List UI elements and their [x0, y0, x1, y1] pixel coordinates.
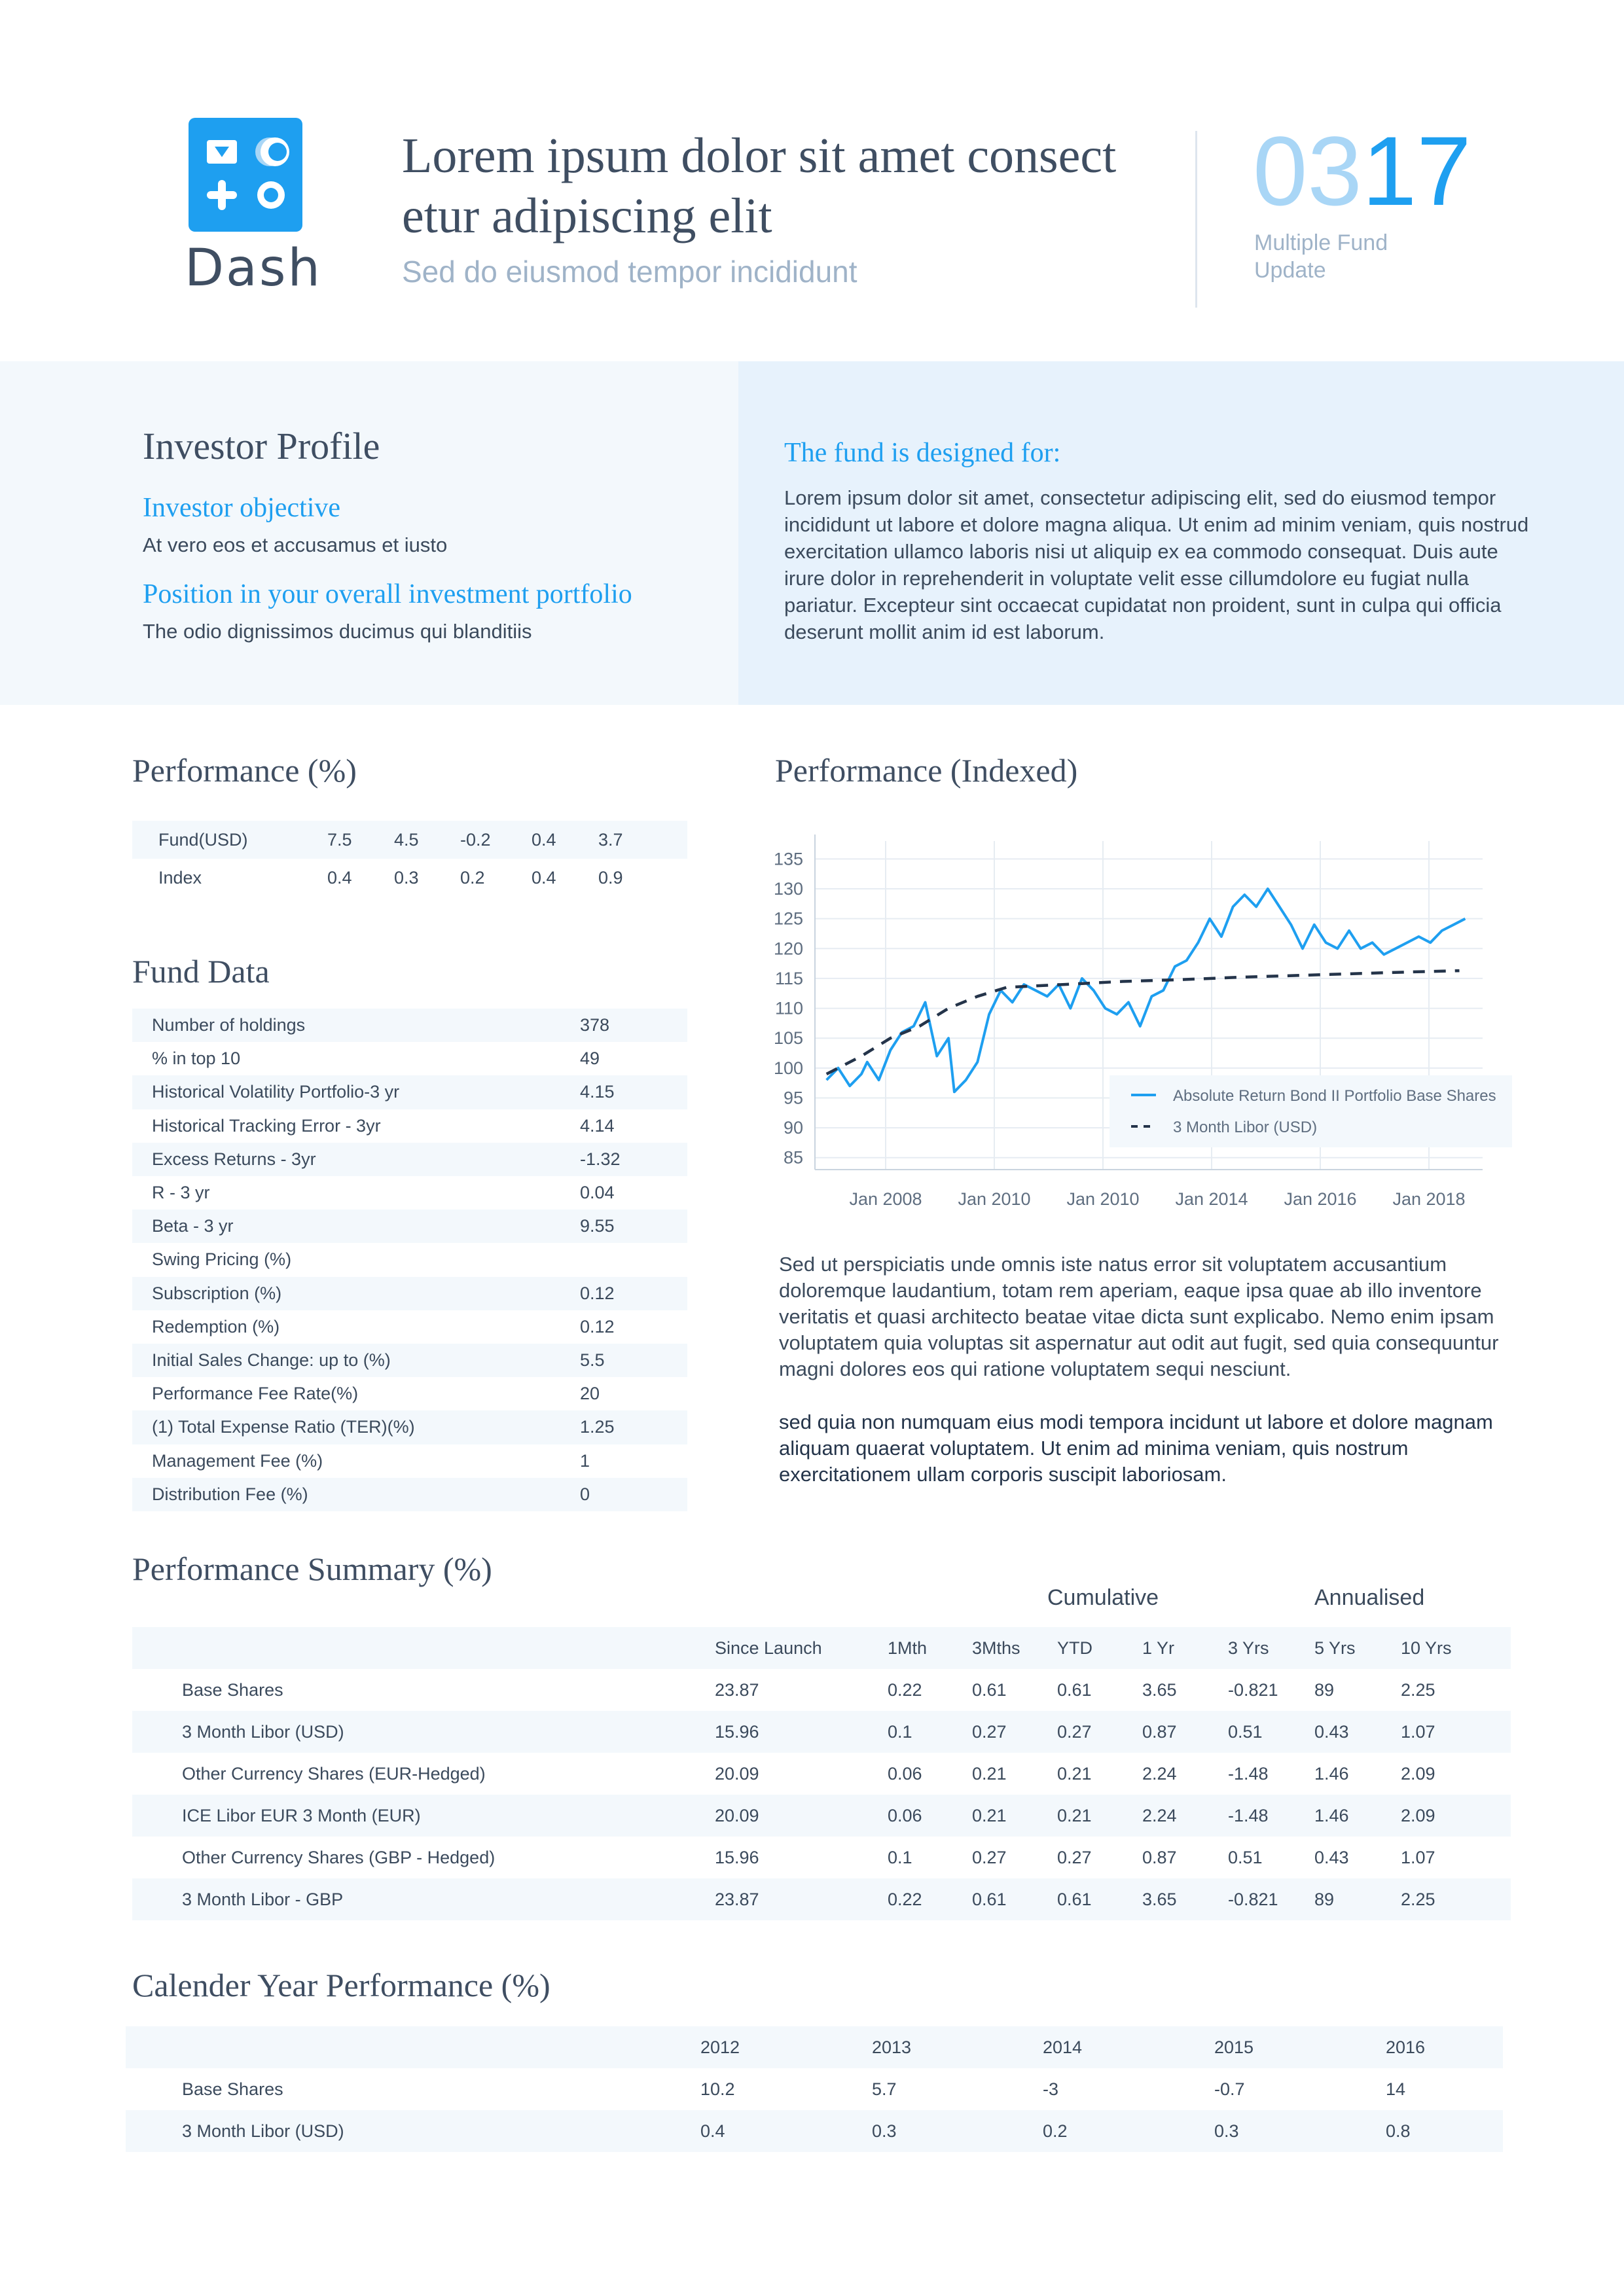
- fund-data-value: 4.14: [580, 1115, 615, 1136]
- fund-data-value: 49: [580, 1049, 600, 1069]
- summary-cell: 0.61: [972, 1890, 1007, 1909]
- calendar-cell: 0.2: [1043, 2121, 1068, 2141]
- calendar-column-header: 2015: [1214, 2037, 1254, 2057]
- issue-label: Multiple Fund Update: [1254, 230, 1388, 283]
- summary-cell: 15.96: [715, 1722, 759, 1742]
- summary-column-header: Since Launch: [715, 1638, 822, 1658]
- calendar-cell: -3: [1043, 2079, 1059, 2099]
- y-tick-label: 90: [783, 1118, 803, 1138]
- fund-data-value: 0.12: [580, 1316, 615, 1336]
- summary-cell: 20.09: [715, 1764, 759, 1784]
- summary-row-label: Other Currency Shares (EUR-Hedged): [182, 1764, 486, 1784]
- perf-cell: 0.4: [532, 830, 556, 850]
- x-tick-label: Jan 2014: [1175, 1189, 1248, 1209]
- fund-data-value: 9.55: [580, 1216, 615, 1236]
- fund-data-label: % in top 10: [152, 1049, 241, 1069]
- summary-cell: -0.821: [1228, 1680, 1278, 1700]
- calendar-cell: -0.7: [1214, 2079, 1245, 2099]
- summary-cell: 0.22: [888, 1680, 922, 1700]
- summary-cell: 2.24: [1142, 1764, 1177, 1784]
- perf-cell: 7.5: [327, 830, 352, 850]
- calendar-cell: 0.8: [1386, 2121, 1411, 2141]
- summary-cell: 0.21: [1057, 1764, 1092, 1784]
- y-tick-label: 105: [773, 1028, 803, 1049]
- fund-data-value: 5.5: [580, 1350, 605, 1370]
- summary-cell: 89: [1314, 1890, 1335, 1909]
- summary-cell: 23.87: [715, 1680, 759, 1700]
- table-row: [126, 2068, 1503, 2110]
- fund-data-label: Subscription (%): [152, 1283, 282, 1303]
- summary-cell: 2.25: [1401, 1680, 1435, 1700]
- fund-data-label: Historical Volatility Portfolio-3 yr: [152, 1082, 400, 1102]
- summary-cell: 0.87: [1142, 1722, 1177, 1742]
- performance-indexed-chart: [773, 828, 1528, 1221]
- perf-row-label: Index: [158, 868, 202, 888]
- calendar-cell: 0.4: [700, 2121, 725, 2141]
- fund-data-value: 378: [580, 1015, 610, 1035]
- performance-indexed-title: Performance (Indexed): [775, 752, 1078, 789]
- summary-column-header: 5 Yrs: [1314, 1638, 1356, 1658]
- fund-data-value: -1.32: [580, 1149, 621, 1169]
- fund-data-label: Historical Tracking Error - 3yr: [152, 1115, 381, 1136]
- summary-cell: 0.27: [972, 1848, 1007, 1867]
- chart-legend-box: [1110, 1075, 1512, 1147]
- y-tick-label: 110: [774, 998, 803, 1018]
- summary-cell: 2.09: [1401, 1764, 1435, 1784]
- calendar-header-row: [126, 2026, 1503, 2068]
- summary-row-label: ICE Libor EUR 3 Month (EUR): [182, 1806, 421, 1825]
- summary-cell: 0.1: [888, 1722, 912, 1742]
- fund-data-value: 0: [580, 1484, 590, 1504]
- x-tick-label: Jan 2016: [1284, 1189, 1357, 1209]
- summary-cell: 1.07: [1401, 1722, 1435, 1742]
- cumulative-group-label: Cumulative: [1047, 1585, 1159, 1610]
- dash-logo: [189, 118, 302, 232]
- performance-indexed-text-2: sed quia non numquam eius modi tempora incidunt ut labore et dolore magnam aliquam quaerat voluptatem. Ut enim ad minima veniam, quis nostrum exercitationem ullam corporis suscipit laboriosam.: [779, 1410, 1493, 1486]
- fund-data-label: Beta - 3 yr: [152, 1216, 234, 1236]
- summary-cell: 0.06: [888, 1764, 922, 1784]
- x-tick-label: Jan 2008: [849, 1189, 922, 1209]
- fund-data-value: 1: [580, 1450, 590, 1471]
- fund-data-value: 0.12: [580, 1283, 615, 1303]
- logo-shapes-icon: [189, 118, 302, 232]
- summary-cell: 0.21: [1057, 1806, 1092, 1825]
- summary-cell: 20.09: [715, 1806, 759, 1825]
- fund-data-label: (1) Total Expense Ratio (TER)(%): [152, 1417, 415, 1437]
- summary-cell: 0.87: [1142, 1848, 1177, 1867]
- performance-indexed-text-1: Sed ut perspiciatis unde omnis iste natus error sit voluptatem accusantium doloremque laudantium, totam rem aperiam, eaque ipsa quae ab illo inventore veritatis et quasi architecto beatae vitae dicta sunt explicabo. Nemo enim ipsam voluptatem quia voluptas sit aspernatur aut odit aut fugit, sed quia consequuntur magni dolores eos qui ratione voluptatem sequi nesciunt.: [779, 1253, 1499, 1380]
- summary-cell: 0.51: [1228, 1722, 1263, 1742]
- perf-cell: 0.4: [532, 868, 556, 888]
- summary-column-header: YTD: [1057, 1638, 1092, 1658]
- summary-column-header: 3 Yrs: [1228, 1638, 1269, 1658]
- summary-cell: 2.09: [1401, 1806, 1435, 1825]
- summary-row-label: Base Shares: [182, 1680, 283, 1700]
- calendar-cell: 0.3: [872, 2121, 897, 2141]
- summary-cell: 1.46: [1314, 1764, 1349, 1784]
- calendar-column-header: 2014: [1043, 2037, 1083, 2057]
- annualised-group-label: Annualised: [1314, 1585, 1425, 1610]
- calendar-cell: 10.2: [700, 2079, 735, 2099]
- summary-cell: 15.96: [715, 1848, 759, 1867]
- summary-row-label: 3 Month Libor - GBP: [182, 1890, 344, 1909]
- portfolio-position-text: The odio dignissimos ducimus qui blanditiis: [143, 620, 532, 643]
- header-divider: [1195, 131, 1197, 308]
- calendar-row-label: 3 Month Libor (USD): [182, 2121, 344, 2141]
- calendar-column-header: 2013: [872, 2037, 912, 2057]
- summary-cell: 2.24: [1142, 1806, 1177, 1825]
- summary-cell: 0.43: [1314, 1848, 1349, 1867]
- perf-cell: -0.2: [460, 830, 491, 850]
- y-tick-label: 135: [773, 849, 803, 869]
- calendar-column-header: 2016: [1386, 2037, 1426, 2057]
- fund-data-label: Swing Pricing (%): [152, 1249, 292, 1270]
- calendar-cell: 14: [1386, 2079, 1406, 2099]
- fund-data-label: R - 3 yr: [152, 1183, 210, 1202]
- summary-cell: 1.07: [1401, 1848, 1435, 1867]
- summary-row-label: Other Currency Shares (GBP - Hedged): [182, 1848, 496, 1867]
- summary-cell: 89: [1314, 1680, 1335, 1700]
- y-tick-label: 115: [774, 968, 803, 988]
- investor-objective-heading: Investor objective: [143, 493, 341, 523]
- y-tick-label: 100: [773, 1058, 803, 1078]
- perf-cell: 0.3: [394, 868, 419, 888]
- y-tick-label: 85: [783, 1147, 803, 1168]
- fund-data-value: 20: [580, 1384, 600, 1404]
- summary-cell: -0.821: [1228, 1890, 1278, 1909]
- issue-number-dark: 17: [1362, 116, 1471, 226]
- summary-column-header: 10 Yrs: [1401, 1638, 1452, 1658]
- issue-number: [1253, 116, 1471, 226]
- perf-cell: 3.7: [598, 830, 623, 850]
- calendar-row-label: Base Shares: [182, 2079, 283, 2099]
- performance-summary-title: Performance Summary (%): [132, 1551, 492, 1587]
- summary-cell: 0.27: [972, 1722, 1007, 1742]
- fund-data-label: Management Fee (%): [152, 1450, 323, 1471]
- x-tick-label: Jan 2010: [1066, 1189, 1140, 1209]
- performance-pct-title: Performance (%): [132, 752, 357, 789]
- calendar-cell: 0.3: [1214, 2121, 1239, 2141]
- fund-data-label: Excess Returns - 3yr: [152, 1149, 316, 1169]
- fund-data-label: Initial Sales Change: up to (%): [152, 1350, 391, 1370]
- perf-cell: 0.9: [598, 868, 623, 888]
- summary-cell: 0.51: [1228, 1848, 1263, 1867]
- summary-cell: 0.61: [972, 1680, 1007, 1700]
- table-row: [132, 1669, 1511, 1711]
- fund-data-value: 4.15: [580, 1082, 615, 1102]
- fund-design-text: Lorem ipsum dolor sit amet, consectetur adipiscing elit, sed do eiusmod tempor incididunt ut labore et dolore magna aliqua. Ut enim ad minim veniam, quis nostrud exercitation ullamco laboris nisi ut aliquip ex ea commodo consequat. Duis aute irure dolor in reprehenderit in voluptate velit esse cillumdolore eu fugiat nulla pariatur. Excepteur sint occaecat cupidatat non proident, sunt in culpa qui officia deserunt mollit anim id est laborum.: [784, 486, 1529, 643]
- summary-cell: 3.65: [1142, 1890, 1177, 1909]
- summary-cell: 2.25: [1401, 1890, 1435, 1909]
- fund-data-label: Number of holdings: [152, 1015, 306, 1035]
- perf-cell: 0.2: [460, 868, 485, 888]
- summary-cell: 0.61: [1057, 1680, 1092, 1700]
- logo-wordmark: Dash: [185, 239, 322, 298]
- summary-cell: 0.61: [1057, 1890, 1092, 1909]
- investor-profile-title: Investor Profile: [143, 425, 380, 467]
- investor-objective-text: At vero eos et accusamus et iusto: [143, 533, 448, 556]
- summary-cell: 23.87: [715, 1890, 759, 1909]
- summary-cell: 0.27: [1057, 1722, 1092, 1742]
- fund-data-title: Fund Data: [132, 953, 270, 990]
- y-tick-label: 130: [773, 879, 803, 899]
- issue-number-light: 03: [1253, 116, 1362, 226]
- fund-data-value: 1.25: [580, 1417, 615, 1437]
- summary-cell: 0.43: [1314, 1722, 1349, 1742]
- fund-data-value: 0.04: [580, 1183, 615, 1202]
- calendar-cell: 5.7: [872, 2079, 897, 2099]
- calendar-year-title: Calender Year Performance (%): [132, 1967, 550, 2003]
- summary-cell: 3.65: [1142, 1680, 1177, 1700]
- legend-label-fund: Absolute Return Bond II Portfolio Base Shares: [1173, 1087, 1496, 1105]
- perf-cell: 4.5: [394, 830, 419, 850]
- summary-cell: 0.27: [1057, 1848, 1092, 1867]
- calendar-column-header: 2012: [700, 2037, 740, 2057]
- perf-cell: 0.4: [327, 868, 352, 888]
- summary-row-label: 3 Month Libor (USD): [182, 1722, 344, 1742]
- fund-data-label: Redemption (%): [152, 1316, 280, 1336]
- fund-data-label: Performance Fee Rate(%): [152, 1384, 359, 1404]
- y-tick-label: 125: [773, 908, 803, 929]
- summary-column-header: 1 Yr: [1142, 1638, 1175, 1658]
- document-subtitle: Sed do eiusmod tempor incididunt: [402, 255, 857, 289]
- fund-data-label: Distribution Fee (%): [152, 1484, 308, 1504]
- perf-row-label: Fund(USD): [158, 830, 248, 850]
- summary-column-header: 3Mths: [972, 1638, 1020, 1658]
- portfolio-position-heading: Position in your overall investment portfolio: [143, 579, 632, 609]
- summary-column-header: 1Mth: [888, 1638, 928, 1658]
- summary-cell: 0.1: [888, 1848, 912, 1867]
- x-tick-label: Jan 2010: [958, 1189, 1031, 1209]
- summary-cell: 0.06: [888, 1806, 922, 1825]
- x-tick-label: Jan 2018: [1392, 1189, 1466, 1209]
- summary-cell: -1.48: [1228, 1764, 1269, 1784]
- summary-cell: 1.46: [1314, 1806, 1349, 1825]
- summary-cell: 0.22: [888, 1890, 922, 1909]
- document-title: Lorem ipsum dolor sit amet consect etur adipiscing elit: [402, 128, 1117, 243]
- summary-cell: -1.48: [1228, 1806, 1269, 1825]
- y-tick-label: 95: [783, 1088, 803, 1108]
- fund-design-heading: The fund is designed for:: [784, 438, 1061, 468]
- summary-cell: 0.21: [972, 1806, 1007, 1825]
- summary-cell: 0.21: [972, 1764, 1007, 1784]
- y-tick-label: 120: [773, 939, 803, 959]
- legend-label-libor: 3 Month Libor (USD): [1173, 1119, 1318, 1136]
